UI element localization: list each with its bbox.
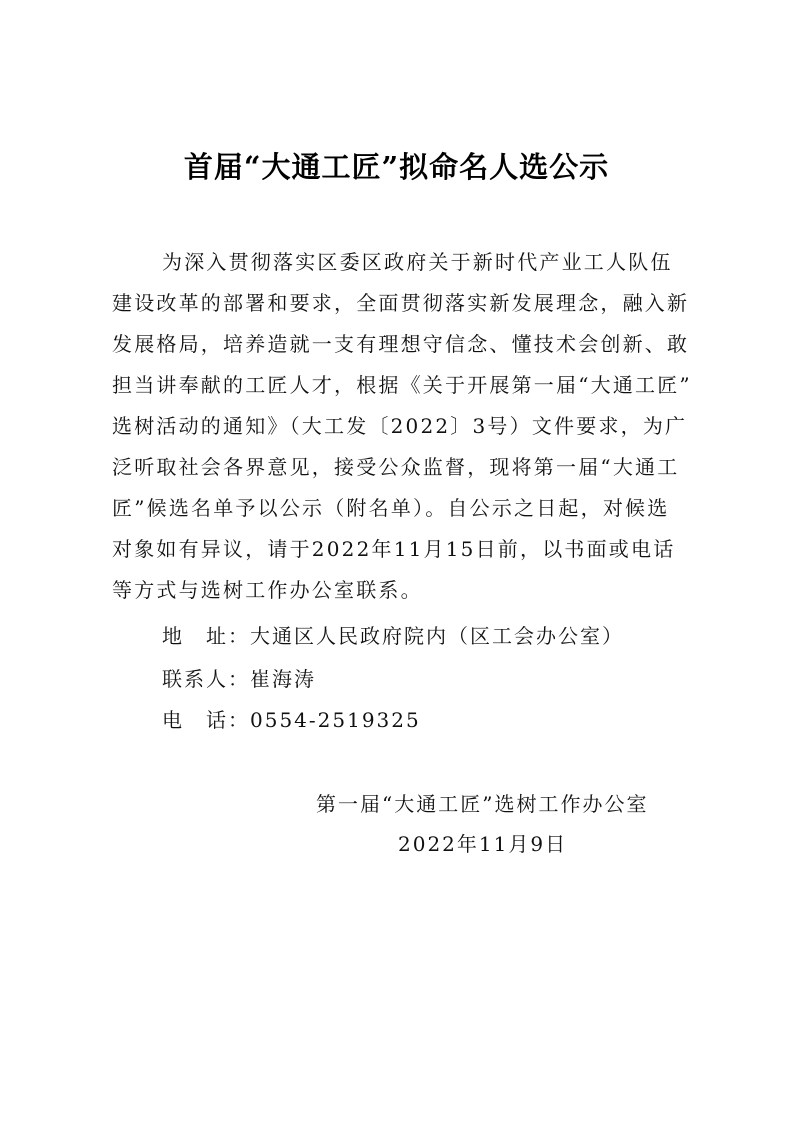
body-line: 建设改革的部署和要求，全面贯彻落实新发展理念，融入新 [112, 291, 690, 315]
address-line [162, 622, 624, 650]
body-line: 等方式与选树工作办公室联系。 [112, 578, 423, 602]
body-line: 选树活动的通知》（大工发〔2022〕3号）文件要求，为广 [112, 414, 688, 438]
phone-value: 0554-2519325 [250, 708, 421, 732]
body-line: 担当讲奉献的工匠人才，根据《关于开展第一届“大通工匠” [112, 373, 692, 397]
document-title: 首届“大通工匠”拟命名人选公示 [183, 150, 610, 184]
phone-label: 电 话： [162, 708, 250, 732]
body-line: 泛听取社会各界意见，接受公众监督，现将第一届“大通工 [112, 455, 680, 479]
body-line: 发展格局，培养造就一支有理想守信念、懂技术会创新、敢 [112, 332, 690, 356]
phone-line [162, 706, 421, 734]
body-paragraph [112, 242, 692, 611]
body-line: 对象如有异议，请于2022年11月15日前，以书面或电话 [112, 537, 676, 561]
contact-person-label: 联系人： [162, 667, 250, 691]
body-line: 匠”候选名单予以公示（附名单）。自公示之日起，对候选 [112, 496, 670, 520]
address-value: 大通区人民政府院内（区工会办公室） [250, 624, 624, 648]
body-line: 为深入贯彻落实区委区政府关于新时代产业工人队伍 [162, 250, 673, 274]
contact-person-value: 崔海涛 [250, 667, 316, 691]
document-body [112, 242, 692, 611]
contact-person-line [162, 665, 316, 693]
address-label: 地 址： [162, 624, 250, 648]
signature-organization: 第一届“大通工匠”选树工作办公室 [316, 792, 649, 816]
signature-date: 2022年11月9日 [398, 832, 568, 856]
